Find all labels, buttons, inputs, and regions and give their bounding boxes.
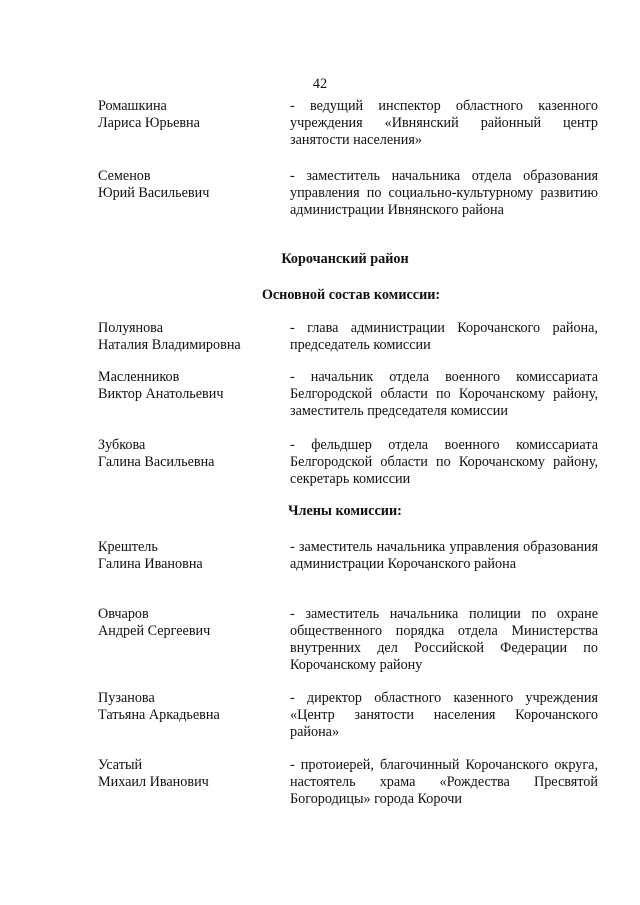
person-name [98,437,283,471]
surname: Пузанова [98,690,155,706]
page-number: 42 [312,76,328,92]
person-role: - заместитель начальника полиции по охране общественного порядка отдела Министерства внутренних дел Российской Федерации по Корочанскому району [290,606,598,673]
given-names: Галина Ивановна [98,556,203,572]
surname: Зубкова [98,437,146,453]
person-name [98,168,283,202]
person-role: - ведущий инспектор областного казенного учреждения «Ивнянский районный центр занятости населения» [290,98,598,148]
given-names: Галина Васильевна [98,454,215,470]
given-names: Андрей Сергеевич [98,623,211,639]
person-role: - заместитель начальника отдела образования управления по социально-культурному развитию администрации Ивнянского района [290,168,598,218]
person-role: - глава администрации Корочанского района, председатель комиссии [290,320,598,353]
given-names: Михаил Иванович [98,774,209,790]
surname: Масленников [98,369,180,385]
person-name [98,690,283,724]
person-name [98,606,283,640]
surname: Семенов [98,168,151,184]
person-name [98,757,283,791]
given-names: Татьяна Аркадьевна [98,707,220,723]
surname: Усатый [98,757,143,773]
person-name [98,539,283,573]
given-names: Юрий Васильевич [98,185,210,201]
members-title: Члены комиссии: [288,503,402,519]
person-role: - начальник отдела военного комиссариата Белгородской области по Корочанскому району, заместитель председателя комиссии [290,369,598,419]
given-names: Виктор Анатольевич [98,386,224,402]
person-role: - директор областного казенного учреждения «Центр занятости населения Корочанского района» [290,690,598,740]
surname: Ромашкина [98,98,167,114]
person-name [98,98,283,132]
surname: Крештель [98,539,158,555]
given-names: Наталия Владимировна [98,337,241,353]
given-names: Лариса Юрьевна [98,115,200,131]
person-name [98,320,283,354]
person-role: - фельдшер отдела военного комиссариата Белгородской области по Корочанскому району, секретарь комиссии [290,437,598,487]
surname: Овчаров [98,606,149,622]
district-title: Корочанский район [281,251,409,267]
person-name [98,369,283,403]
surname: Полуянова [98,320,163,336]
person-role: - заместитель начальника управления образования администрации Корочанского района [290,539,598,572]
main-composition-title: Основной состав комиссии: [261,287,441,303]
person-role: - протоиерей, благочинный Корочанского округа, настоятель храма «Рождества Пресвятой Богородицы» города Корочи [290,757,598,807]
